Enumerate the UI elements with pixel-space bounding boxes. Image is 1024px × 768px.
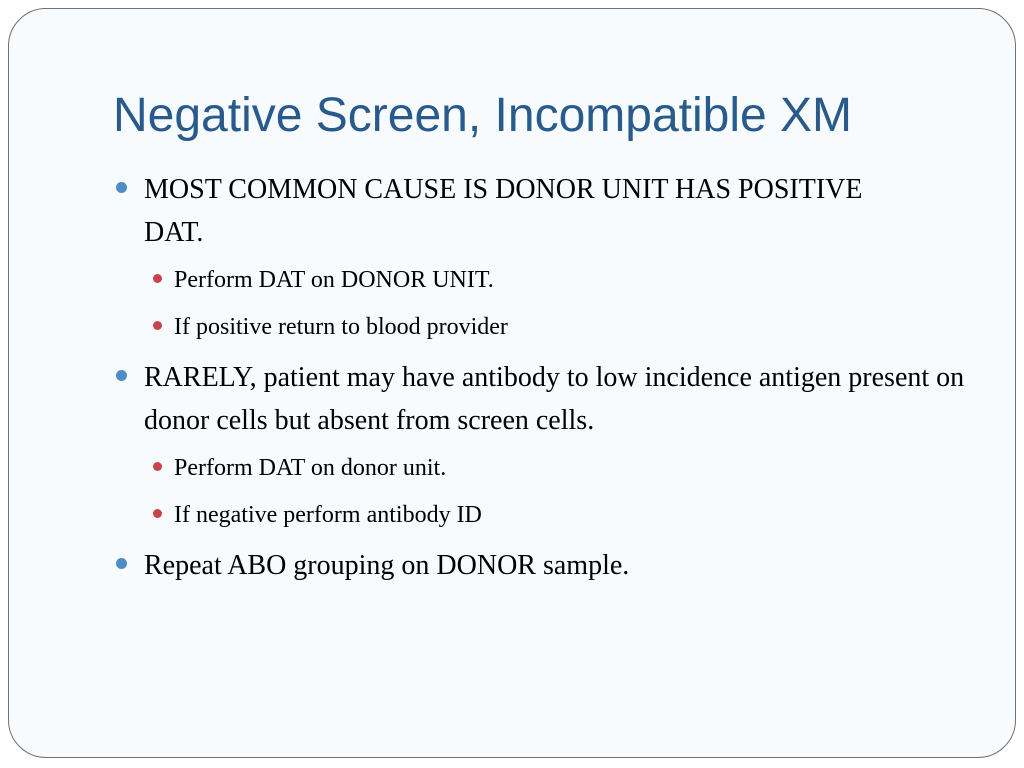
sub-bullet-text: If negative perform antibody ID (174, 502, 482, 528)
bullet-most-common-cause (113, 168, 973, 254)
sub-bullet-text: Perform DAT on DONOR UNIT. (174, 267, 494, 293)
bullet-dot-icon (116, 182, 127, 193)
slide-title: Negative Screen, Incompatible XM (113, 89, 853, 142)
sub-bullet-dot-icon (153, 274, 162, 283)
sub-bullet-dot-icon (153, 509, 162, 518)
bullet-text: RARELY, patient may have antibody to low incidence antigen present on donor cells but absent from screen cells. (144, 362, 965, 436)
sub-bullet-dot-icon (153, 321, 162, 330)
sub-bullet-positive-return (144, 309, 973, 345)
slide-body (113, 168, 973, 595)
bullet-rarely-low-incidence (113, 356, 973, 442)
bullet-dot-icon (116, 558, 127, 569)
sub-bullet-text: Perform DAT on donor unit. (174, 455, 447, 481)
bullet-repeat-abo (113, 544, 973, 587)
sub-bullet-perform-dat-donor (144, 450, 973, 486)
bullet-text: Repeat ABO grouping on DONOR sample. (144, 550, 630, 581)
bullet-text: MOST COMMON CAUSE IS DONOR UNIT HAS POSITIVE DAT. (144, 174, 863, 248)
sub-bullet-dot-icon (153, 462, 162, 471)
sub-bullet-perform-dat-donor-unit (144, 262, 973, 298)
sub-bullet-text: If positive return to blood provider (174, 314, 508, 340)
sub-bullet-negative-antibody-id (144, 497, 973, 533)
bullet-dot-icon (116, 370, 127, 381)
